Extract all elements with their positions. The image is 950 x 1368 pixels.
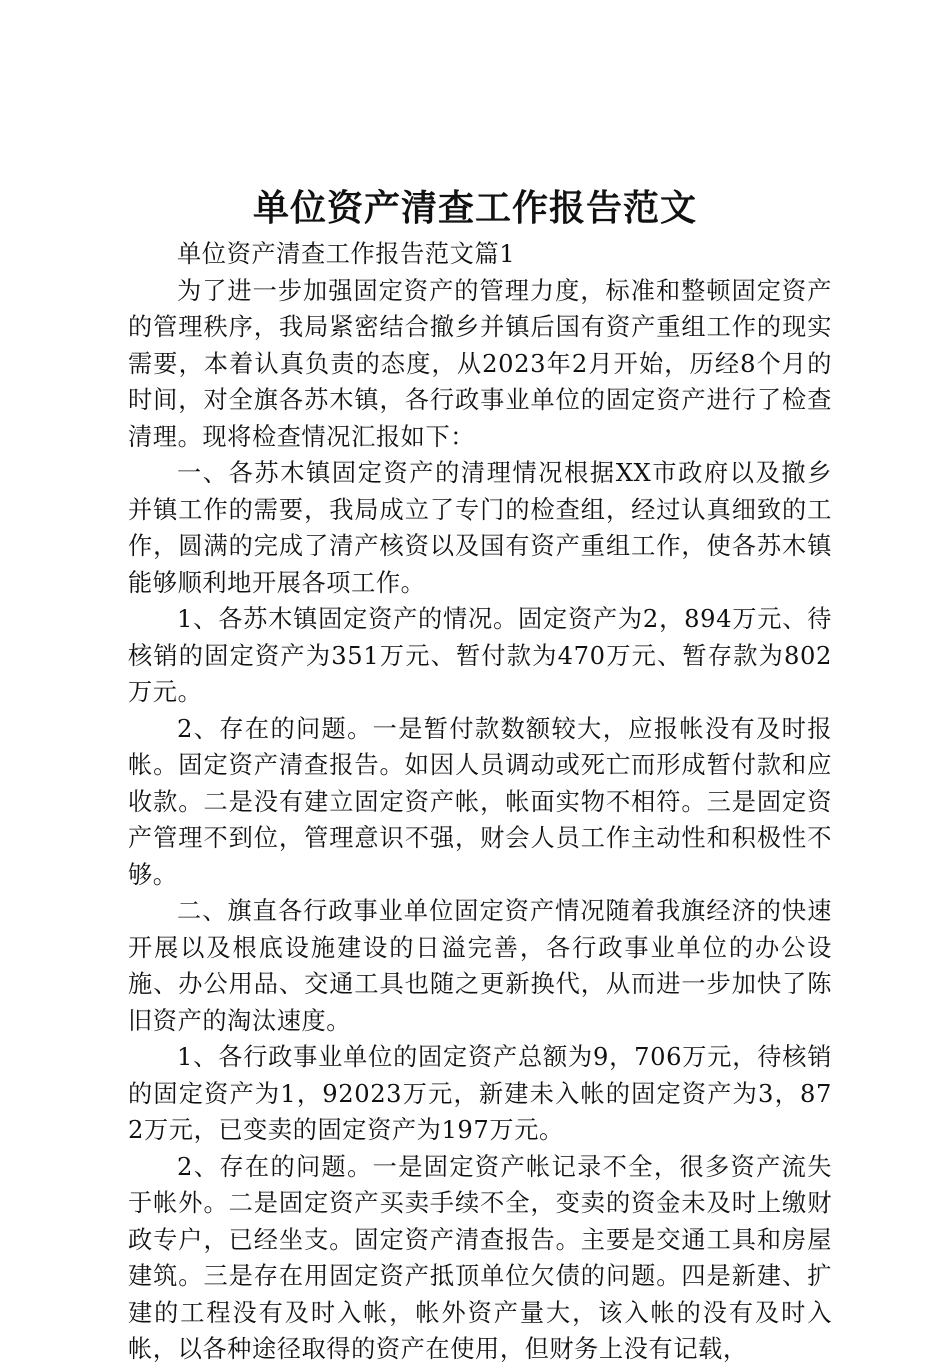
section-one-item-1: 1、各苏木镇固定资产的情况。固定资产为2，894万元、待核销的固定资产为351万元、暂付款为470万元、暂存款为802万元。 — [128, 605, 832, 706]
document-title: 单位资产清查工作报告范文 — [252, 187, 697, 229]
section-one-paragraph: 一、各苏木镇固定资产的清理情况根据XX市政府以及撤乡并镇工作的需要，我局成立了专门的检查组，经过认真细致的工作，圆满的完成了清产核资以及国有资产重组工作，使各苏木镇能够顺利地开展各项工作。 — [128, 459, 832, 597]
section-heading: 单位资产清查工作报告范文篇1 — [177, 240, 516, 268]
document-body — [128, 236, 832, 1368]
section-two-item-1: 1、各行政事业单位的固定资产总额为9，706万元，待核销的固定资产为1，92023万元，新建未入帐的固定资产为3，872万元，已变卖的固定资产为197万元。 — [128, 1043, 832, 1144]
section-one-item-2: 2、存在的问题。一是暂付款数额较大，应报帐没有及时报帐。固定资产清查报告。如因人员调动或死亡而形成暂付款和应收款。二是没有建立固定资产帐，帐面实物不相符。三是固定资产管理不到位，管理意识不强，财会人员工作主动性和积极性不够。 — [128, 714, 832, 889]
section-two-item-2: 2、存在的问题。一是固定资产帐记录不全，很多资产流失于帐外。二是固定资产买卖手续不全，变卖的资金未及时上缴财政专户，已经坐支。固定资产清查报告。主要是交通工具和房屋建筑。三是存在用固定资产抵顶单位欠债的问题。四是新建、扩建的工程没有及时入帐，帐外资产量大，该入帐的没有及时入帐，以各种途径取得的资产在使用，但财务上没有记载， — [128, 1152, 832, 1363]
intro-paragraph: 为了进一步加强固定资产的管理力度，标准和整顿固定资产的管理秩序，我局紧密结合撤乡并镇后国有资产重组工作的现实需要，本着认真负责的态度，从2023年2月开始，历经8个月的时间，对全旗各苏木镇，各行政事业单位的固定资产进行了检查清理。现将检查情况汇报如下： — [128, 276, 832, 451]
section-two-paragraph: 二、旗直各行政事业单位固定资产情况随着我旗经济的快速开展以及根底设施建设的日溢完善，各行政事业单位的办公设施、办公用品、交通工具也随之更新换代，从而进一步加快了陈旧资产的淘汰速度。 — [128, 897, 832, 1035]
